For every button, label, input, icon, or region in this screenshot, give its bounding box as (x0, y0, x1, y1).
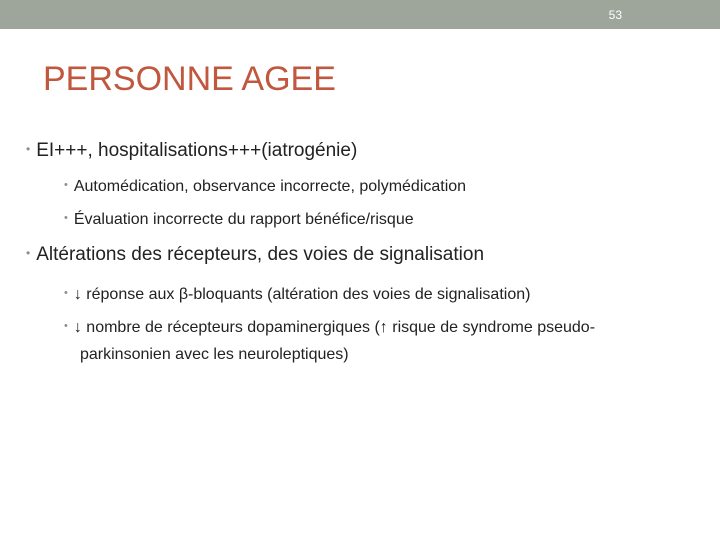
bullet-2-sub-1 (64, 280, 530, 308)
slide-number: 53 (608, 8, 622, 22)
bullet-2-sub-1-text: ↓ réponse aux β-bloquants (altération des voies de signalisation) (73, 286, 531, 303)
bullet-1-sub-2 (64, 205, 414, 233)
bullet-1 (26, 140, 357, 162)
bullet-marker: • (64, 212, 68, 224)
bullet-marker: • (64, 320, 68, 332)
bullet-1-sub-2-text: Évaluation incorrecte du rapport bénéfice/risque (73, 211, 414, 228)
bullet-2-sub-2-text: ↓ nombre de récepteurs dopaminergiques (↑ risque de syndrome pseudo-parkinsonien avec les neuroleptiques) (73, 319, 596, 363)
bullet-2-sub-2 (64, 313, 680, 368)
bullet-marker: • (64, 287, 68, 299)
bullet-marker: • (26, 246, 31, 260)
bullet-2 (26, 244, 484, 266)
top-bar (0, 0, 720, 29)
bullet-1-text: EI+++, hospitalisations+++(iatrogénie) (36, 140, 358, 161)
bullet-marker: • (64, 179, 68, 191)
bullet-1-sub-1-text: Automédication, observance incorrecte, polymédication (73, 178, 467, 195)
slide-title: PERSONNE AGEE (43, 60, 336, 98)
bullet-1-sub-1 (64, 172, 466, 200)
bullet-2-text: Altérations des récepteurs, des voies de signalisation (36, 244, 485, 265)
bullet-marker: • (26, 142, 31, 156)
